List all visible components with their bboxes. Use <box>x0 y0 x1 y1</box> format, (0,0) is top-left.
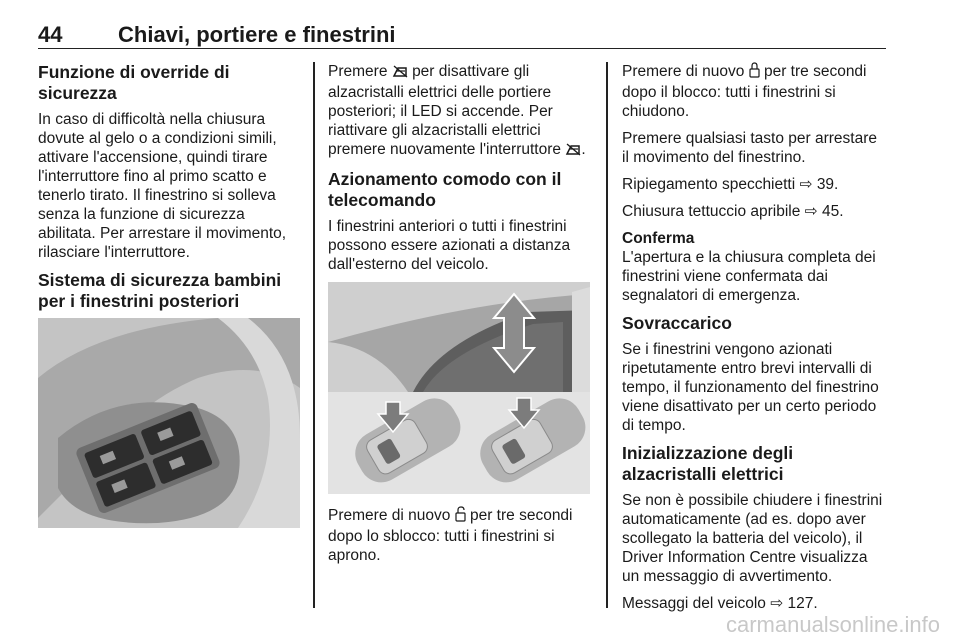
paragraph-sunroof-ref: Chiusura tettuccio apribile ⇨ 45. <box>622 203 844 220</box>
paragraph-overload: Se i finestrini vengono azionati ripetutamente entro brevi intervalli di tempo, il funzionamento del finestrino viene disattivato per un certo periodo di tempo. <box>622 341 879 434</box>
paragraph-unlock-open: Premere di nuovo per tre secondi dopo lo sblocco: tutti i finestrini si aprono. <box>328 507 573 564</box>
paragraph-remote-operation: I finestrini anteriori o tutti i finestrini possono essere azionati a distanza dall'esterno del veicolo. <box>328 218 571 273</box>
paragraph-mirror-ref: Ripiegamento specchietti ⇨ 39. <box>622 176 839 193</box>
remote-key-window-illustration <box>328 282 590 494</box>
paragraph-child-lock: Premere per disattivare gli alzacristalli elettrici delle portiere posteriori; il LED si accende. Per riattivare gli alzacristalli elettrici premere nuovamente l'interruttore . <box>328 62 590 161</box>
page-header <box>38 18 886 49</box>
paragraph-initialization: Se non è possibile chiudere i finestrini automaticamente (ad es. dopo aver scollegato la batteria del veicolo), il Driver Information Centre visualizza un messaggio di avvertimento. <box>622 492 883 585</box>
column-divider <box>606 62 608 608</box>
page-reference[interactable]: 45. <box>821 203 844 220</box>
paragraph-safety-override: In caso di difficoltà nella chiusura dovute al gelo o a condizioni simili, attivare l'accensione, quindi tirare l'interruttore fino al primo scatto e tenerlo tirato. Il finestrino si solleva senza la funzione di sicurezza abilitata. Per arrestare il movimento, rilasciare l'interruttore. <box>38 111 287 261</box>
lock-icon <box>749 62 760 83</box>
heading-overload: Sovraccarico <box>622 313 732 333</box>
heading-child-safety: Sistema di sicurezza bambini per i finestrini posteriori <box>38 270 282 311</box>
window-switch-panel-illustration <box>38 318 300 528</box>
page-reference-icon: ⇨ <box>799 176 813 193</box>
column-divider <box>313 62 315 608</box>
page-number: 44 <box>38 22 63 47</box>
page-reference-icon: ⇨ <box>770 595 784 612</box>
chapter-title: Chiavi, portiere e finestrini <box>118 22 396 47</box>
heading-remote-operation: Azionamento comodo con il telecomando <box>328 169 562 210</box>
column-3 <box>622 62 888 621</box>
heading-confirmation: Conferma <box>622 230 695 247</box>
heading-initialization: Inizializzazione degli alzacristalli elettrici <box>622 443 794 484</box>
paragraph-lock-close: Premere di nuovo per tre secondi dopo il blocco: tutti i finestrini si chiudono. <box>622 63 867 120</box>
page-reference-icon: ⇨ <box>804 203 818 220</box>
child-lock-icon <box>565 142 581 161</box>
paragraph-stop-movement: Premere qualsiasi tasto per arrestare il movimento del finestrino. <box>622 130 878 166</box>
watermark: carmanualsonline.info <box>725 612 940 637</box>
column-1 <box>38 62 300 538</box>
page-reference[interactable]: 127. <box>787 595 818 612</box>
page-reference[interactable]: 39. <box>816 176 839 193</box>
heading-safety-override: Funzione di override di sicurezza <box>38 62 230 103</box>
child-lock-icon <box>392 64 408 83</box>
unlock-icon <box>455 506 466 527</box>
column-2 <box>328 62 590 573</box>
paragraph-messages-ref: Messaggi del veicolo ⇨ 127. <box>622 595 818 612</box>
paragraph-confirmation: L'apertura e la chiusura completa dei finestrini viene confermata dai segnalatori di emergenza. <box>622 249 876 304</box>
